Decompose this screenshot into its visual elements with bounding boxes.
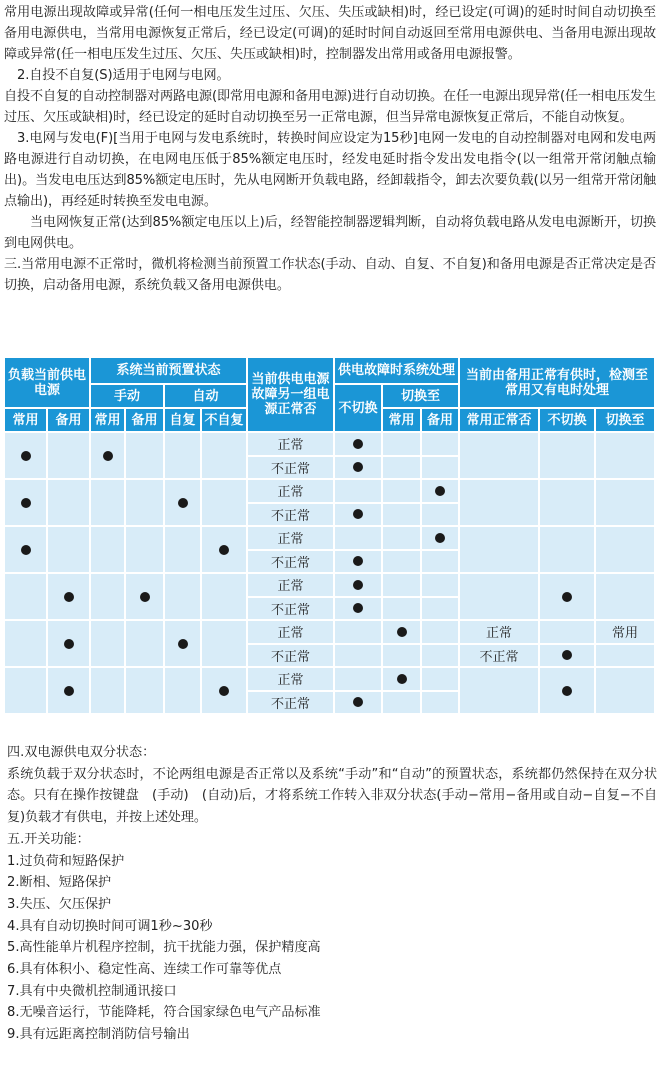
header-manual-common: 常用 bbox=[90, 408, 125, 432]
dot-marker bbox=[435, 486, 445, 496]
cell-status: 正常 bbox=[247, 667, 334, 691]
paragraph-no-auto-return: 自投不自复的自动控制器对两路电源(即常用电源和备用电源)进行自动切换。在任一电源出现异常(任一相电压发生过压、欠压或缺相)时，经已设定的延时自动切换至另一正常电源，但当异常电源恢复正常后，不能自动恢复。 bbox=[4, 89, 656, 125]
paragraph-auto-return: 常用电源出现故障或异常(任何一相电压发生过压、欠压、失压或缺相)时，经已设定(可调)的延时时间自动切换至备用电源供电，当常用电源恢复正常后，经已设定(可调)的延时时间自动返回至常用电源供电、当备用电源出现故障或异常(任一相电压发生过压、欠压、失压或缺相)时，控制器发出常用或备用电源报警。 bbox=[4, 5, 656, 62]
cell-marker bbox=[334, 456, 382, 480]
cell-marker bbox=[4, 526, 47, 573]
cell-status: 不正常 bbox=[247, 597, 334, 621]
dot-marker bbox=[21, 545, 31, 555]
cell-marker bbox=[539, 644, 595, 668]
cell-marker bbox=[539, 573, 595, 620]
cell-marker bbox=[4, 432, 47, 479]
switching-status-table bbox=[3, 356, 656, 715]
cell-marker bbox=[421, 479, 459, 503]
paragraph-no-auto-return-title: 2.自投不自复(S)适用于电网与电网。 bbox=[17, 68, 230, 83]
header-self-return: 自复 bbox=[164, 408, 201, 432]
dot-marker bbox=[353, 462, 363, 472]
cell-status: 不正常 bbox=[247, 456, 334, 480]
header-load-backup: 备用 bbox=[47, 408, 90, 432]
cell-marker bbox=[334, 597, 382, 621]
table-row bbox=[4, 526, 655, 550]
section-five-heading: 五.开关功能： bbox=[7, 831, 90, 847]
paragraph-grid-restore: 当电网恢复正常(达到85%额定电压以上)后，经智能控制器逻辑判断，自动将负载电路从发电电源断开，切换到电网供电。 bbox=[4, 215, 656, 251]
dot-marker bbox=[353, 580, 363, 590]
cell-marker bbox=[125, 573, 164, 620]
cell-marker bbox=[164, 620, 201, 667]
list-item: 9.具有远距离控制消防信号输出 bbox=[7, 1027, 190, 1043]
header-manual-backup: 备用 bbox=[125, 408, 164, 432]
header-load-supply: 负载当前供电电源 bbox=[4, 357, 90, 408]
dot-marker bbox=[397, 627, 407, 637]
cell-marker bbox=[47, 667, 90, 714]
dot-marker bbox=[178, 498, 188, 508]
dot-marker bbox=[219, 545, 229, 555]
cell-common-status: 正常 bbox=[459, 620, 539, 644]
header-fault-handling: 供电故障时系统处理 bbox=[334, 357, 459, 384]
header-switch-common: 常用 bbox=[382, 408, 421, 432]
dot-marker bbox=[353, 556, 363, 566]
dot-marker bbox=[435, 533, 445, 543]
dot-marker bbox=[64, 639, 74, 649]
cell-status: 不正常 bbox=[247, 550, 334, 574]
cell-marker bbox=[334, 550, 382, 574]
cell-status: 不正常 bbox=[247, 644, 334, 668]
dot-marker bbox=[103, 451, 113, 461]
dot-marker bbox=[353, 439, 363, 449]
list-item: 7.具有中央微机控制通讯接口 bbox=[7, 983, 177, 999]
dot-marker bbox=[353, 509, 363, 519]
list-item: 4.具有自动切换时间可调1秒~30秒 bbox=[7, 918, 213, 934]
dot-marker bbox=[64, 592, 74, 602]
table-row bbox=[4, 667, 655, 691]
cell-marker bbox=[4, 479, 47, 526]
dot-marker bbox=[353, 603, 363, 613]
table-row bbox=[4, 620, 655, 644]
cell-marker bbox=[334, 503, 382, 527]
dot-marker bbox=[64, 686, 74, 696]
paragraph-grid-generator: 3.电网与发电(F)[当用于电网与发电系统时，转换时间应设定为15秒]电网一发电的自动控制器对电网和发电两路电源进行自动切换，在电网电压低于85%额定电压时，经发电延时指令发出发电指令(以一组常开常闭触点输出)。当发电电压达到85%额定电压时，先从电网断开负载电路，经卸载指令，卸去次要负载(以另一组常开常闭触点输出)，再经延时转换至发电电源。 bbox=[4, 131, 656, 209]
dot-marker bbox=[21, 451, 31, 461]
table-row bbox=[4, 479, 655, 503]
cell-status: 正常 bbox=[247, 573, 334, 597]
upper-text-section bbox=[4, 2, 656, 296]
list-item: 2.断相、短路保护 bbox=[7, 875, 112, 891]
dot-marker bbox=[21, 498, 31, 508]
dot-marker bbox=[562, 650, 572, 660]
dot-marker bbox=[140, 592, 150, 602]
dot-marker bbox=[562, 686, 572, 696]
list-item: 3.失压、欠压保护 bbox=[7, 896, 112, 912]
cell-marker bbox=[334, 573, 382, 597]
dot-marker bbox=[353, 697, 363, 707]
cell-marker bbox=[539, 667, 595, 714]
cell-status: 正常 bbox=[247, 526, 334, 550]
paragraph-section-three: 三.当常用电源不正常时，微机将检测当前预置工作状态(手动、自动、自复、不自复)和备用电源是否正常决定是否切换，启动备用电源，系统负载又备用电源供电。 bbox=[4, 257, 656, 293]
list-item: 5.高性能单片机程序控制，抗干扰能力强，保护精度高 bbox=[7, 940, 321, 956]
cell-status: 不正常 bbox=[247, 503, 334, 527]
cell-marker bbox=[47, 573, 90, 620]
header-other-source: 当前供电电源故障另一组电源正常否 bbox=[247, 357, 334, 432]
table-row bbox=[4, 573, 655, 597]
cell-marker bbox=[421, 526, 459, 550]
cell-marker bbox=[334, 691, 382, 715]
cell-switch-target: 常用 bbox=[595, 620, 655, 644]
dot-marker bbox=[178, 639, 188, 649]
header-switch-to-2: 切换至 bbox=[595, 408, 655, 432]
cell-common-status: 不正常 bbox=[459, 644, 539, 668]
header-auto: 自动 bbox=[164, 384, 247, 408]
dot-marker bbox=[562, 592, 572, 602]
header-common-ok: 常用正常否 bbox=[459, 408, 539, 432]
cell-marker bbox=[382, 620, 421, 644]
header-manual: 手动 bbox=[90, 384, 164, 408]
cell-marker bbox=[201, 667, 247, 714]
dot-marker bbox=[397, 674, 407, 684]
header-no-self-return: 不自复 bbox=[201, 408, 247, 432]
cell-status: 正常 bbox=[247, 479, 334, 503]
header-no-switch: 不切换 bbox=[334, 384, 382, 432]
list-item: 8.无噪音运行，节能降耗，符合国家绿色电气产品标准 bbox=[7, 1005, 321, 1021]
dot-marker bbox=[219, 686, 229, 696]
list-item: 1.过负荷和短路保护 bbox=[7, 853, 125, 869]
header-switch-backup: 备用 bbox=[421, 408, 459, 432]
cell-marker bbox=[47, 620, 90, 667]
section-four-heading: 四.双电源供电双分状态： bbox=[7, 745, 156, 760]
header-switch-to: 切换至 bbox=[382, 384, 459, 408]
table-row bbox=[4, 432, 655, 456]
cell-marker bbox=[90, 432, 125, 479]
header-no-switch-2: 不切换 bbox=[539, 408, 595, 432]
header-preset-state: 系统当前预置状态 bbox=[90, 357, 247, 384]
cell-status: 正常 bbox=[247, 432, 334, 456]
header-load-common: 常用 bbox=[4, 408, 47, 432]
cell-status: 不正常 bbox=[247, 691, 334, 715]
cell-marker bbox=[334, 432, 382, 456]
cell-marker bbox=[201, 526, 247, 573]
lower-text-section bbox=[7, 742, 657, 1046]
header-backup-check: 当前由备用正常有供时，检测至常用又有电时处理 bbox=[459, 357, 655, 408]
paragraph-dual-off-state: 系统负载于双分状态时，不论两组电源是否正常以及系统“手动”和“自动”的预置状态，系统都仍然保持在双分状态。只有在操作按键盘 (手动) (自动)后，才将系统工作转入非双分状态(手动−常用−备用或自动−自复−不自复)负载才有供电，并按上述处理。 bbox=[7, 766, 657, 826]
cell-marker bbox=[164, 479, 201, 526]
cell-status: 正常 bbox=[247, 620, 334, 644]
list-item: 6.具有体积小、稳定性高、连续工作可靠等优点 bbox=[7, 962, 282, 978]
cell-marker bbox=[382, 667, 421, 691]
